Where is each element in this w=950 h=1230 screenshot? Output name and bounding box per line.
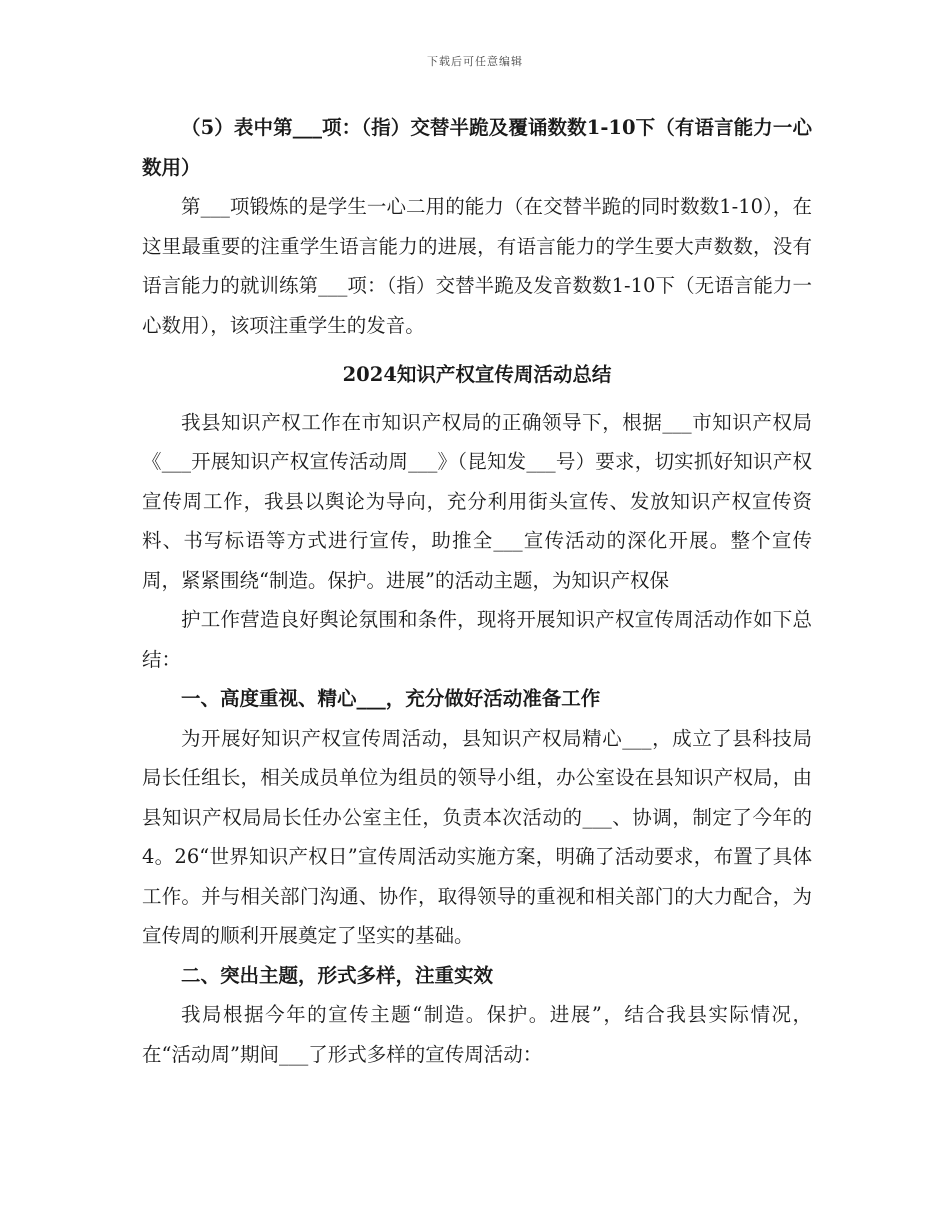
- section-2-paragraph: 我局根据今年的宣传主题“制造。保护。进展”，结合我县实际情况，在“活动周”期间___了形式多样的宣传周活动：: [142, 1003, 812, 1066]
- document-title: 2024知识产权宣传周活动总结: [342, 363, 612, 386]
- item-5-paragraph: 第___项锻炼的是学生一心二用的能力（在交替半跪的同时数数1-10），在这里最重要的注重学生语言能力的进展，有语言能力的学生要大声数数，没有语言能力的就训练第___项：（指）交替半跪及发音数数1-10下（无语言能力一心数用），该项注重学生的发音。: [142, 195, 812, 337]
- document-body: [142, 108, 812, 1074]
- page-header-note: 下载后可任意编辑: [427, 55, 523, 68]
- section-2-heading: 二、突出主题，形式多样，注重实效: [181, 963, 494, 987]
- intro-continuation-paragraph: 护工作营造良好舆论氛围和条件，现将开展知识产权宣传周活动作如下总结：: [142, 608, 812, 671]
- intro-paragraph: 我县知识产权工作在市知识产权局的正确领导下，根据___市知识产权局《___开展知识产权宣传活动周___》（昆知发___号）要求，切实抓好知识产权宣传周工作，我县以舆论为导向，充分利用街头宣传、发放知识产权宣传资料、书写标语等方式进行宣传，助推全___宣传活动的深化开展。整个宣传周，紧紧围绕“制造。保护。进展”的活动主题，为知识产权保: [142, 410, 812, 592]
- section-1-heading: 一、高度重视、精心___，充分做好活动准备工作: [181, 687, 601, 710]
- section-1-paragraph: 为开展好知识产权宣传周活动，县知识产权局精心___，成立了县科技局局长任组长，相关成员单位为组员的领导小组，办公室设在县知识产权局，由县知识产权局局长任办公室主任，负责本次活动的___、协调，制定了今年的4。26“世界知识产权日”宣传周活动实施方案，明确了活动要求，布置了具体工作。并与相关部门沟通、协作，取得领导的重视和相关部门的大力配合，为宣传周的顺利开展奠定了坚实的基础。: [142, 726, 812, 947]
- item-5-heading: （5）表中第___项：（指）交替半跪及覆诵数数1-10下（有语言能力一心数用）: [142, 116, 812, 179]
